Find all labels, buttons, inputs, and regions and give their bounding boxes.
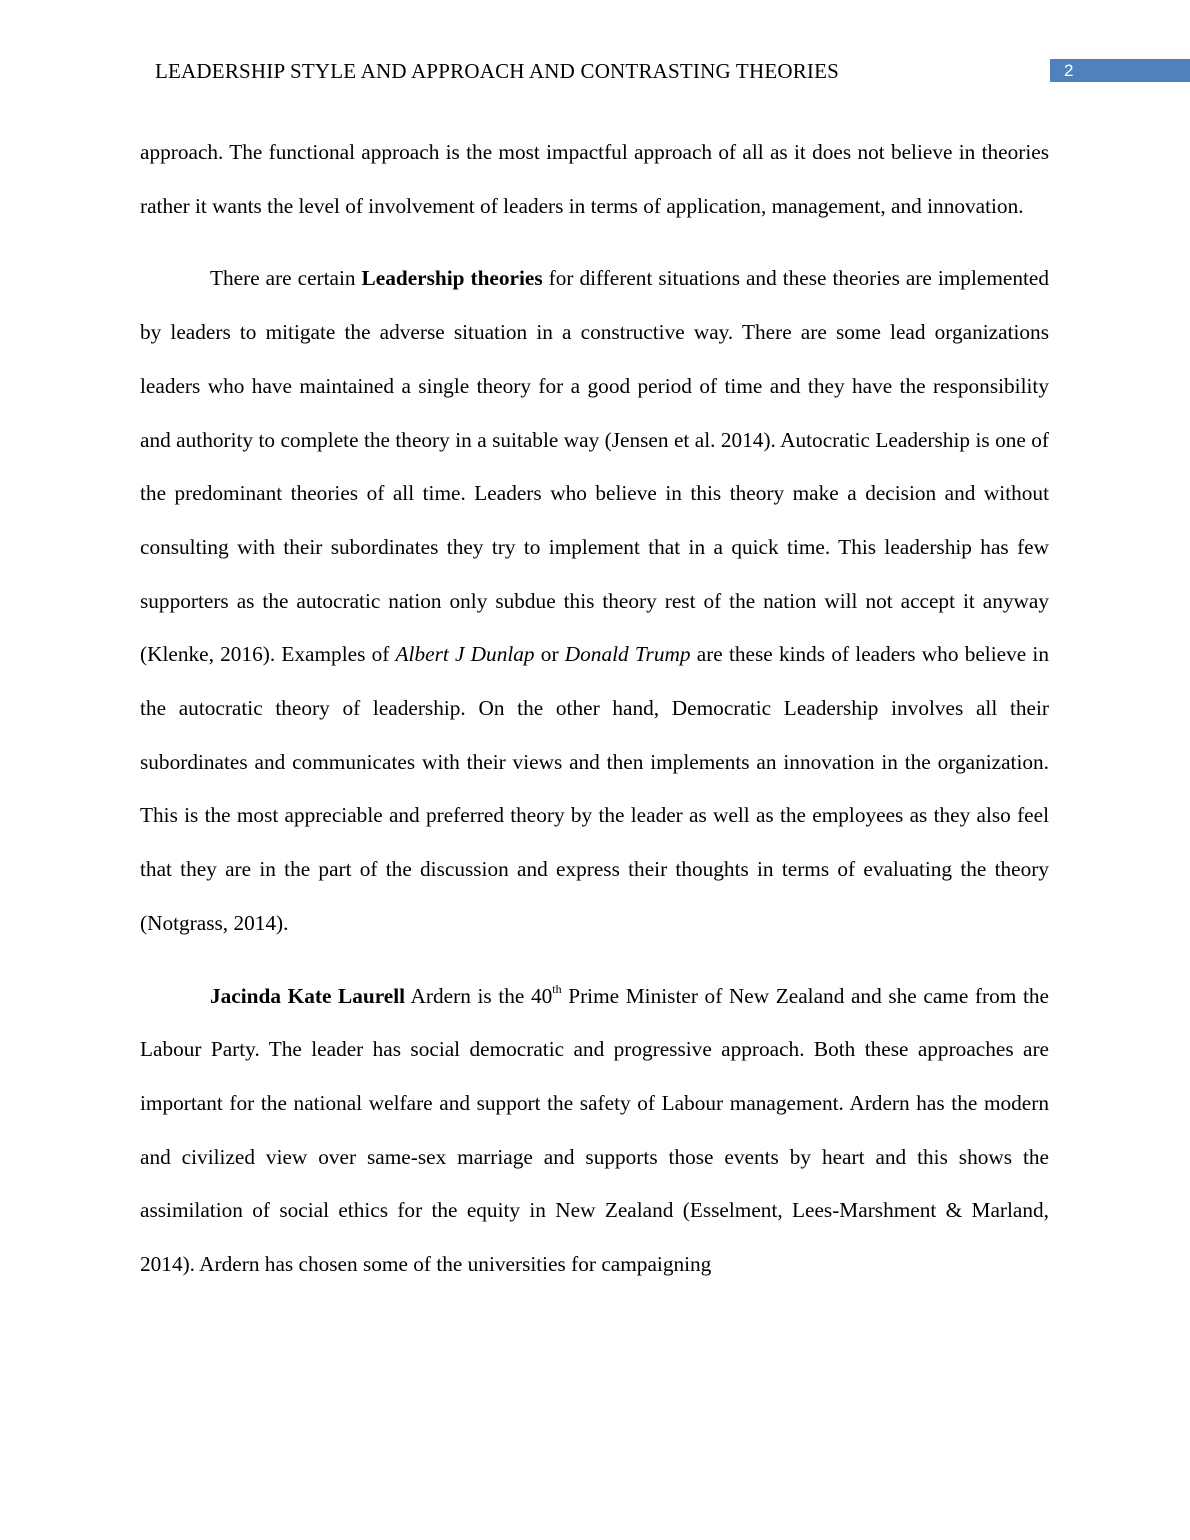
paragraph-2-text-3: are these kinds of leaders who believe in the autocratic theory of leadership. On the other hand, Democratic Leadership involves all their subordinates and communicates with their views and then implements an innovation in the organization. This is the most appreciable and preferred theory by the leader as well as the employees as they also feel that they are in the part of the discussion and express their thoughts in terms of evaluating the theory (Notgrass, 2014). (140, 642, 1049, 935)
page-number-box (1050, 59, 1190, 82)
paragraph-3-text-1: Ardern is the 40 (405, 983, 553, 1008)
example-leader-trump: Donald Trump (564, 642, 691, 667)
paragraph-1 (140, 126, 1049, 233)
paragraph-3 (140, 970, 1049, 1292)
running-head: LEADERSHIP STYLE AND APPROACH AND CONTRASTING THEORIES (155, 59, 840, 83)
paragraph-2 (140, 252, 1049, 950)
paragraph-1-text: approach. The functional approach is the most impactful approach of all as it does not believe in theories rather it wants the level of involvement of leaders in terms of application, management, and innovation. (140, 140, 1049, 218)
paragraph-2-text-2: or (534, 642, 565, 667)
leadership-theories-term: Leadership theories (361, 266, 543, 291)
paragraph-3-text-2: Prime Minister of New Zealand and she came from the Labour Party. The leader has social democratic and progressive approach. Both these approaches are important for the national welfare and support the safety of Labour management. Ardern has the modern and civilized view over same-sex marriage and supports those events by heart and this shows the assimilation of social ethics for the equity in New Zealand (Esselment, Lees-Marshment & Marland, 2014). Ardern has chosen some of the universities for campaigning (140, 983, 1049, 1277)
ordinal-superscript: th (552, 981, 562, 996)
paragraph-2-lead-in: There are certain (210, 266, 362, 291)
example-leader-dunlap: Albert J Dunlap (395, 642, 535, 667)
page-number: 2 (1064, 61, 1074, 80)
paragraph-2-text-1: for different situations and these theories are implemented by leaders to mitigate the adverse situation in a constructive way. There are some lead organizations leaders who have maintained a single theory for a good period of time and they have the responsibility and authority to complete the theory in a suitable way (Jensen et al. 2014). Autocratic Leadership is one of the predominant theories of all time. Leaders who believe in this theory make a decision and without consulting with their subordinates they try to implement that in a quick time. This leadership has few supporters as the autocratic nation only subdue this theory rest of the nation will not accept it anyway (Klenke, 2016). Examples of (140, 266, 1050, 667)
document-body (140, 126, 1049, 1292)
leader-name: Jacinda Kate Laurell (210, 983, 406, 1008)
